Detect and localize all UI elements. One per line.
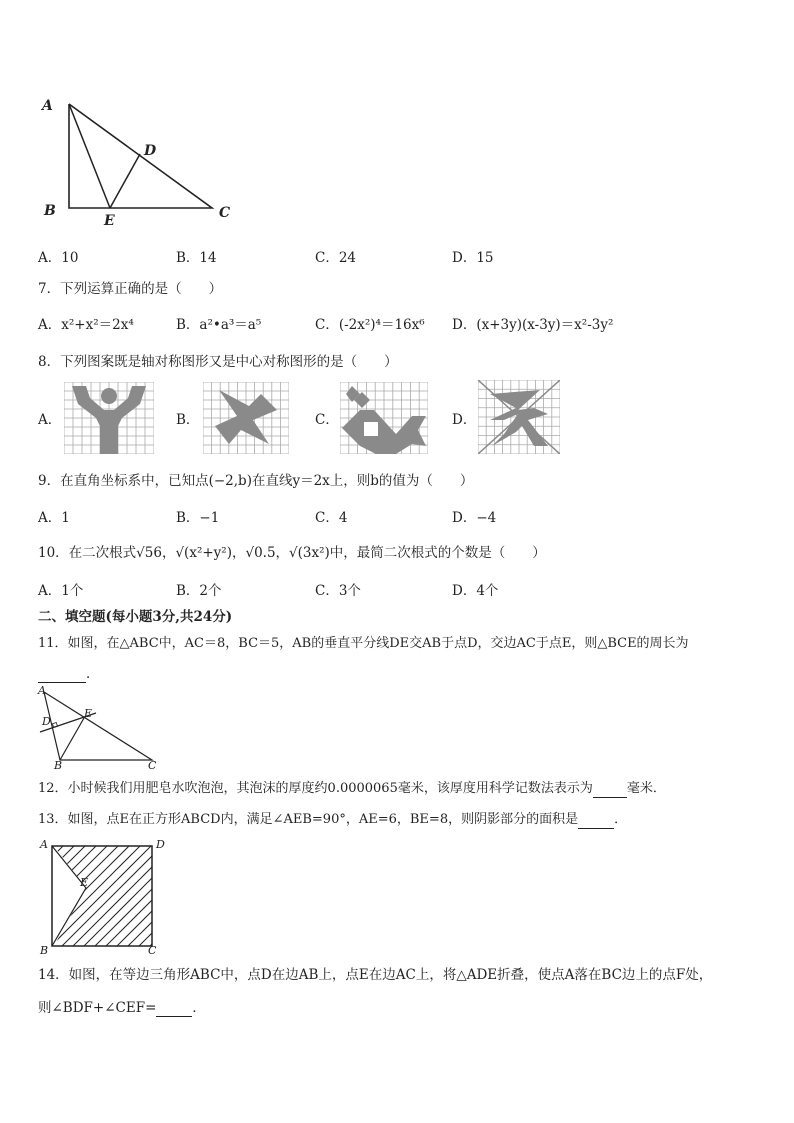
q9-option-d: D．−4	[452, 510, 497, 526]
point-label-a: A	[42, 98, 53, 114]
grid-figure-a-icon	[64, 382, 154, 454]
q10-option-c: C．3个	[315, 583, 361, 599]
q9-option-b: B．−1	[176, 510, 220, 526]
q14-stem: 则∠BDF+∠CEF=	[38, 1000, 157, 1016]
q13-label-d: D	[156, 838, 165, 851]
q13-tail: ．	[614, 812, 628, 827]
q8-option-d: D．	[452, 412, 477, 428]
grid-figure-d-icon	[478, 380, 560, 454]
q6-option-c: C．24	[315, 250, 357, 266]
q9-stem: 9．在直角坐标系中，已知点(−2,b)在直线y＝2x上，则b的值为（ ）	[38, 473, 474, 489]
q11-label-a: A	[38, 684, 46, 697]
q7-stem: 7．下列运算正确的是（ ）	[38, 281, 223, 297]
q12-answer-blank[interactable]	[593, 783, 627, 798]
q8-option-b: B．	[176, 412, 200, 428]
q11-tail: ．	[86, 666, 100, 682]
q11-label-c: C	[148, 759, 157, 772]
q12-tail: 毫米．	[626, 781, 666, 796]
point-label-c: C	[219, 205, 231, 221]
q11-answer-blank[interactable]	[38, 668, 86, 683]
triangle-figure-q11	[34, 686, 174, 768]
q6-option-a: A．10	[38, 250, 79, 266]
q11-label-b: B	[54, 759, 63, 772]
q9-option-c: C．4	[315, 510, 348, 526]
grid-figure-c-icon	[340, 382, 428, 454]
q13-answer-blank[interactable]	[578, 814, 614, 829]
q8-stem: 8．下列图案既是轴对称图形又是中心对称图形的是（ ）	[38, 354, 398, 370]
q9-option-a: A．1	[38, 510, 70, 526]
q13-label-b: B	[40, 944, 49, 957]
q7-option-a: A．x²+x²＝2x⁴	[38, 317, 134, 333]
q12-line	[38, 780, 666, 798]
q13-line	[38, 811, 627, 829]
q14-answer-blank[interactable]	[156, 1002, 192, 1017]
q11-stem: 11．如图，在△ABC中，AC＝8，BC＝5，AB的垂直平分线DE交AB于点D，交边AC于点E，则△BCE的周长为	[38, 636, 689, 651]
q10-option-b: B．2个	[176, 583, 222, 599]
q6-option-d: D．15	[452, 250, 494, 266]
point-label-b: B	[44, 203, 56, 219]
q8-option-c: C．	[315, 412, 339, 428]
q10-stem: 10．在二次根式√56，√(x²+y²)，√0.5，√(3x²)中，最简二次根式的个数是（ ）	[38, 545, 546, 561]
q7-option-c: C．(-2x²)⁴＝16x⁶	[315, 317, 425, 333]
q7-option-b: B．a²•a³＝a⁵	[176, 317, 262, 333]
q11-label-d: D	[42, 715, 51, 728]
q13-stem: 13．如图，点E在正方形ABCD内，满足∠AEB=90°，AE=6，BE=8，则阴影部分的面积是	[38, 812, 579, 827]
q12-stem: 12．小时候我们用肥皂水吹泡泡，其泡沫的厚度约0.0000065毫米，该厚度用科学记数法表示为	[38, 781, 593, 796]
q10-option-a: A．1个	[38, 583, 84, 599]
q14-line2	[38, 999, 206, 1017]
q6-option-b: B．14	[176, 250, 217, 266]
q11-label-e: E	[84, 707, 93, 720]
q14-tail: ．	[192, 1000, 206, 1016]
square-figure-q13	[40, 838, 164, 954]
q13-label-c: C	[148, 944, 157, 957]
q10-option-d: D．4个	[452, 583, 499, 599]
point-label-d: D	[144, 143, 157, 159]
q14-line1: 14．如图，在等边三角形ABC中，点D在边AB上，点E在边AC上，将△ADE折叠，使点A落在BC边上的点F处，	[38, 967, 713, 983]
q13-label-a: A	[40, 838, 48, 851]
q8-option-a: A．	[38, 412, 62, 428]
q11-answer-line	[38, 665, 100, 683]
q7-option-d: D．(x+3y)(x-3y)＝x²-3y²	[452, 317, 614, 333]
q13-label-e: E	[80, 876, 89, 889]
point-label-e: E	[104, 213, 115, 229]
section-heading-fill-in: 二、填空题(每小题3分,共24分)	[38, 609, 233, 625]
grid-figure-b-icon	[203, 382, 289, 454]
